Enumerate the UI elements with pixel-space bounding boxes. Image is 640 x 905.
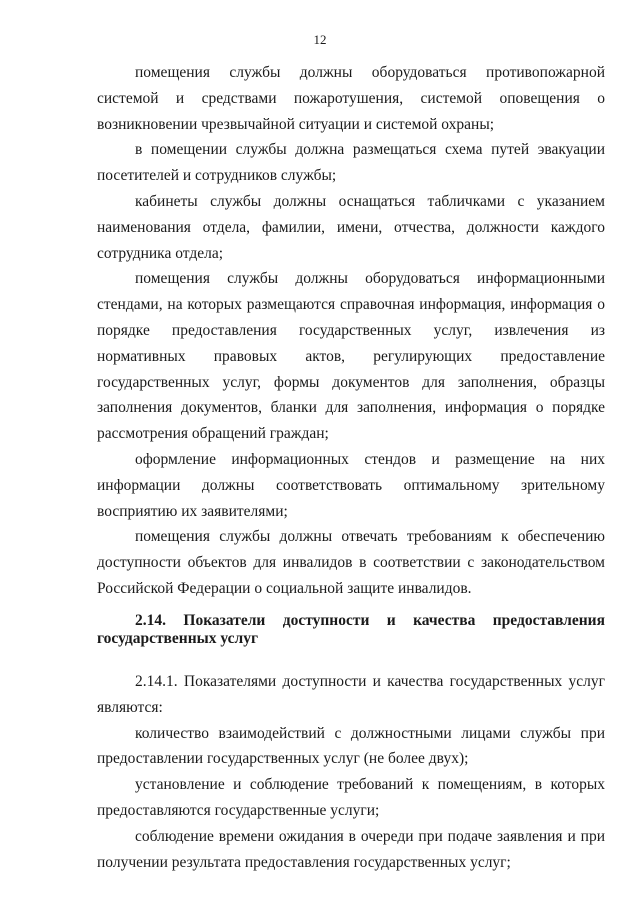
paragraph-fire-safety: помещения службы должны оборудоваться противопожарной системой и средствами пожаротушения, системой оповещения о возникновении чрезвычайной ситуации и системой охраны; bbox=[97, 64, 605, 133]
paragraph-premises-requirements: установление и соблюдение требований к помещениям, в которых предоставляются государственные услуги; bbox=[97, 776, 605, 819]
page-number: 12 bbox=[313, 32, 327, 47]
paragraph-info-stands: помещения службы должны оборудоваться информационными стендами, на которых размещаются справочная информация, информация о порядке предоставления государственных услуг, извлечения из нормативных правовых актов, регулирующих предоставление государственных услуг, формы документов для заполнения, образцы заполнения документов, бланки для заполнения, информация о порядке рассмотрения обращений граждан; bbox=[97, 270, 605, 443]
paragraph-waiting-time: соблюдение времени ожидания в очереди при подаче заявления и при получении результата предоставления государственных услуг; bbox=[97, 827, 605, 871]
paragraph-indicators-intro: 2.14.1. Показателями доступности и качества государственных услуг являются: bbox=[97, 672, 605, 716]
section-heading: 2.14. Показатели доступности и качества предоставления государственных услуг bbox=[97, 611, 605, 648]
document-body bbox=[97, 60, 605, 875]
paragraph-interactions-count: количество взаимодействий с должностными лицами службы при предоставлении государственных услуг (не более двух); bbox=[97, 724, 605, 768]
paragraph-office-signs: кабинеты службы должны оснащаться табличками с указанием наименования отдела, фамилии, имени, отчества, должности каждого сотрудника отдела; bbox=[97, 192, 605, 262]
paragraph-accessibility: помещения службы должны отвечать требованиям к обеспечению доступности объектов для инвалидов в соответствии с законодательством Российской Федерации о социальной защите инвалидов. bbox=[97, 528, 605, 597]
paragraph-stand-design: оформление информационных стендов и размещение на них информации должны соответствовать оптимальному зрительному восприятию их заявителями; bbox=[97, 450, 605, 520]
paragraph-evacuation-scheme: в помещении службы должна размещаться схема путей эвакуации посетителей и сотрудников службы; bbox=[97, 141, 605, 185]
